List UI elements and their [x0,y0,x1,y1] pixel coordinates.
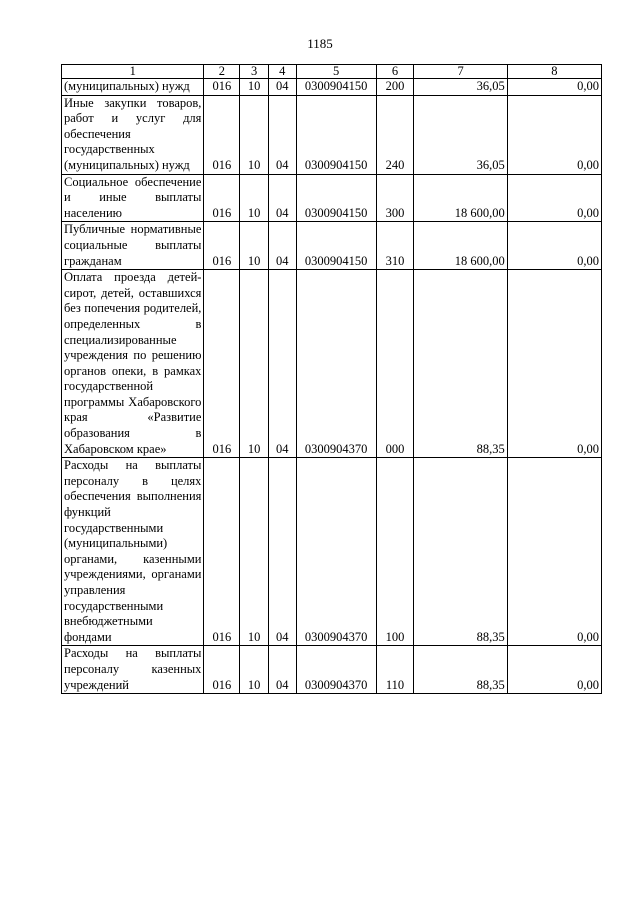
row-expense-type: 300 [376,174,414,222]
row-section: 10 [240,95,269,174]
table-row [62,270,602,458]
header-col-4: 4 [268,65,296,79]
row-name: Публичные нормативные социальные выплаты гражданам [62,222,204,270]
row-admin-code: 016 [204,174,240,222]
row-section: 10 [240,222,269,270]
header-col-6: 6 [376,65,414,79]
table-row [62,458,602,646]
row-subsection: 04 [268,174,296,222]
row-target-article: 0300904370 [296,270,376,458]
header-col-3: 3 [240,65,269,79]
row-name: (муниципальных) нужд [62,79,204,96]
row-amount-1: 18 600,00 [414,222,507,270]
row-target-article: 0300904150 [296,174,376,222]
table-row [62,222,602,270]
row-admin-code: 016 [204,270,240,458]
row-admin-code: 016 [204,646,240,694]
row-target-article: 0300904370 [296,458,376,646]
row-name: Расходы на выплаты персоналу казенных учреждений [62,646,204,694]
header-col-1: 1 [62,65,204,79]
row-subsection: 04 [268,95,296,174]
row-name: Иные закупки товаров, работ и услуг для обеспечения государственных (муниципальных) нужд [62,95,204,174]
header-col-5: 5 [296,65,376,79]
table-row [62,646,602,694]
header-col-7: 7 [414,65,507,79]
table-row [62,79,602,96]
row-admin-code: 016 [204,222,240,270]
row-expense-type: 100 [376,458,414,646]
row-amount-2: 0,00 [507,458,601,646]
row-expense-type: 200 [376,79,414,96]
row-amount-2: 0,00 [507,270,601,458]
row-amount-2: 0,00 [507,646,601,694]
row-amount-1: 88,35 [414,458,507,646]
row-amount-2: 0,00 [507,79,601,96]
row-expense-type: 310 [376,222,414,270]
row-target-article: 0300904370 [296,646,376,694]
row-subsection: 04 [268,222,296,270]
row-admin-code: 016 [204,79,240,96]
row-amount-1: 36,05 [414,95,507,174]
row-section: 10 [240,458,269,646]
row-subsection: 04 [268,270,296,458]
row-name: Расходы на выплаты персоналу в целях обеспечения выполнения функций государственными (муниципальными) органами, казенными учреждениями, органами управления государственными внебюджетными фондами [62,458,204,646]
row-admin-code: 016 [204,458,240,646]
row-subsection: 04 [268,79,296,96]
row-amount-1: 36,05 [414,79,507,96]
row-target-article: 0300904150 [296,79,376,96]
table-row [62,95,602,174]
row-expense-type: 000 [376,270,414,458]
row-amount-2: 0,00 [507,222,601,270]
row-expense-type: 240 [376,95,414,174]
row-amount-2: 0,00 [507,174,601,222]
header-row [62,65,602,79]
page-number: 1185 [307,36,333,51]
row-amount-1: 88,35 [414,270,507,458]
row-section: 10 [240,174,269,222]
table-row [62,174,602,222]
row-section: 10 [240,79,269,96]
row-amount-1: 18 600,00 [414,174,507,222]
row-target-article: 0300904150 [296,95,376,174]
row-name: Социальное обеспечение и иные выплаты населению [62,174,204,222]
row-section: 10 [240,270,269,458]
row-target-article: 0300904150 [296,222,376,270]
row-subsection: 04 [268,646,296,694]
row-amount-2: 0,00 [507,95,601,174]
row-name: Оплата проезда детей-сирот, детей, оставшихся без попечения родителей, определенных в специализированные учреждения по решению органов опеки, в рамках государственной программы Хабаровского края «Развитие образования в Хабаровском крае» [62,270,204,458]
header-col-8: 8 [507,65,601,79]
row-admin-code: 016 [204,95,240,174]
row-section: 10 [240,646,269,694]
row-subsection: 04 [268,458,296,646]
header-col-2: 2 [204,65,240,79]
budget-table [61,64,602,694]
row-expense-type: 110 [376,646,414,694]
row-amount-1: 88,35 [414,646,507,694]
